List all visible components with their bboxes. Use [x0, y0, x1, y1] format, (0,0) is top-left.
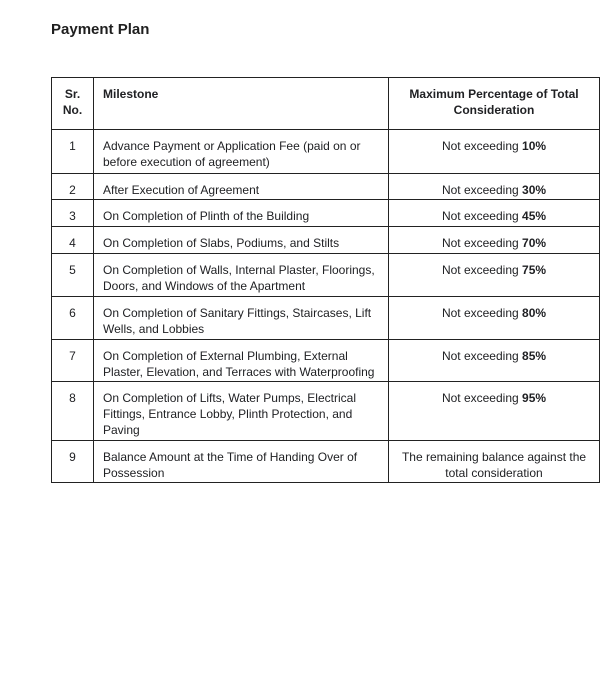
- percentage-cell: [389, 297, 600, 340]
- table-header-row: [52, 78, 600, 130]
- percentage-value: 45%: [522, 209, 547, 223]
- milestone-cell: On Completion of External Plumbing, External Plaster, Elevation, and Terraces with Waterproofing: [94, 340, 389, 382]
- table-row: [52, 382, 600, 441]
- percentage-cell: [389, 254, 600, 297]
- percentage-cell: [389, 441, 600, 483]
- percentage-cell: [389, 200, 600, 227]
- percentage-value: 10%: [522, 139, 547, 153]
- percentage-value: 75%: [522, 263, 547, 277]
- percentage-cell: [389, 340, 600, 382]
- percentage-value: 70%: [522, 236, 547, 250]
- sr-no-cell: 8: [52, 382, 94, 441]
- percentage-prefix: Not exceeding: [441, 391, 523, 405]
- milestone-cell: After Execution of Agreement: [94, 174, 389, 200]
- percentage-prefix: Not exceeding: [441, 263, 523, 277]
- milestone-cell: On Completion of Slabs, Podiums, and Stilts: [94, 227, 389, 254]
- percentage-cell: [389, 382, 600, 441]
- percentage-prefix: Not exceeding: [441, 209, 523, 223]
- milestone-cell: Advance Payment or Application Fee (paid on or before execution of agreement): [94, 130, 389, 174]
- percentage-value: 80%: [522, 306, 547, 320]
- percentage-cell: [389, 130, 600, 174]
- percentage-value: 30%: [522, 183, 547, 197]
- table-row: [52, 200, 600, 227]
- header-milestone: Milestone: [94, 78, 389, 130]
- sr-no-cell: 6: [52, 297, 94, 340]
- table-row: [52, 130, 600, 174]
- sr-no-cell: 1: [52, 130, 94, 174]
- payment-plan-table: [51, 77, 600, 483]
- table-row: [52, 297, 600, 340]
- percentage-prefix: Not exceeding: [441, 349, 523, 363]
- table-row: [52, 254, 600, 297]
- percentage-prefix: The remaining balance against the total consideration: [401, 450, 587, 480]
- milestone-cell: Balance Amount at the Time of Handing Over of Possession: [94, 441, 389, 483]
- sr-no-cell: 2: [52, 174, 94, 200]
- sr-no-cell: 3: [52, 200, 94, 227]
- percentage-prefix: Not exceeding: [441, 306, 523, 320]
- milestone-cell: On Completion of Walls, Internal Plaster, Floorings, Doors, and Windows of the Apartment: [94, 254, 389, 297]
- table-row: [52, 227, 600, 254]
- sr-no-cell: 4: [52, 227, 94, 254]
- percentage-prefix: Not exceeding: [441, 183, 523, 197]
- table-row: [52, 441, 600, 483]
- sr-no-cell: 7: [52, 340, 94, 382]
- milestone-cell: On Completion of Lifts, Water Pumps, Electrical Fittings, Entrance Lobby, Plinth Protection, and Paving: [94, 382, 389, 441]
- percentage-prefix: Not exceeding: [441, 139, 523, 153]
- milestone-cell: On Completion of Plinth of the Building: [94, 200, 389, 227]
- percentage-prefix: Not exceeding: [441, 236, 523, 250]
- sr-no-cell: 9: [52, 441, 94, 483]
- table-row: [52, 340, 600, 382]
- sr-no-cell: 5: [52, 254, 94, 297]
- percentage-value: 85%: [522, 349, 547, 363]
- header-sr-no: Sr. No.: [52, 78, 94, 130]
- percentage-cell: [389, 227, 600, 254]
- table-row: [52, 174, 600, 200]
- page-title: Payment Plan: [51, 21, 150, 38]
- percentage-value: 95%: [522, 391, 547, 405]
- milestone-cell: On Completion of Sanitary Fittings, Staircases, Lift Wells, and Lobbies: [94, 297, 389, 340]
- percentage-cell: [389, 174, 600, 200]
- header-max-percentage: Maximum Percentage of Total Consideration: [389, 78, 600, 130]
